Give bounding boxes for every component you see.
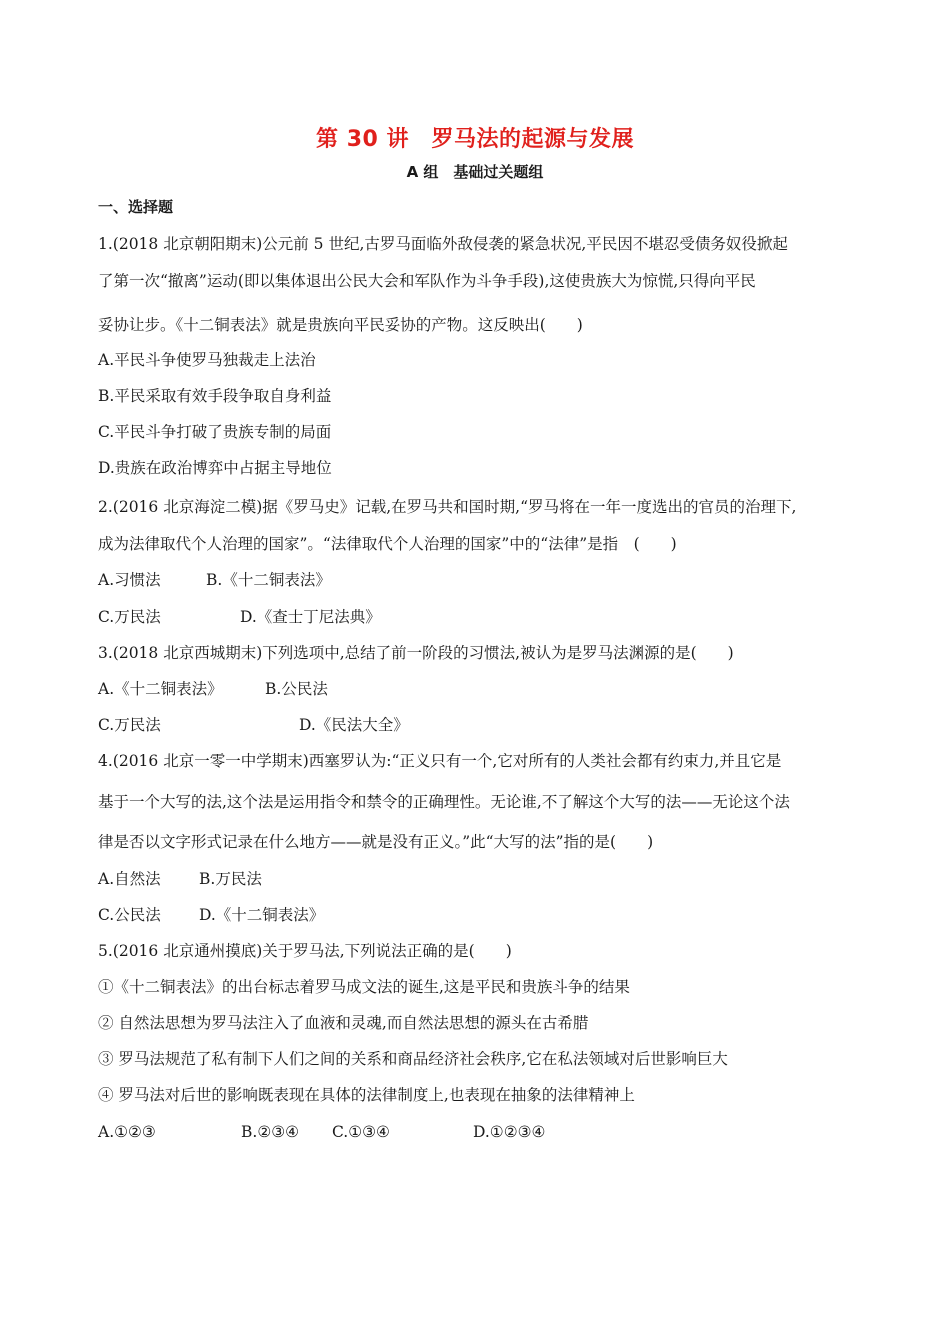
question-5-statement-4: ④ 罗马法对后世的影响既表现在具体的法律制度上,也表现在抽象的法律精神上 [98, 1086, 635, 1104]
question-3-option-d: D.《民法大全》 [299, 716, 409, 734]
question-5-line-1: 5.(2016 北京通州摸底)关于罗马法,下列说法正确的是( ) [98, 942, 512, 960]
question-1-line-3: 妥协让步。《十二铜表法》就是贵族向平民妥协的产物。这反映出( ) [98, 316, 583, 334]
question-2-option-d: D.《查士丁尼法典》 [240, 608, 381, 626]
question-5-option-b: B.②③④ [241, 1123, 300, 1141]
question-4-line-1: 4.(2016 北京一零一中学期末)西塞罗认为:“正义只有一个,它对所有的人类社会都有约束力,并且它是 [98, 752, 782, 770]
question-5-option-c: C.①③④ [332, 1123, 390, 1141]
question-4-line-3: 律是否以文字形式记录在什么地方——就是没有正义。”此“大写的法”指的是( ) [98, 833, 654, 851]
question-5-statement-3: ③ 罗马法规范了私有制下人们之间的关系和商品经济社会秩序,它在私法领域对后世影响巨大 [98, 1050, 728, 1068]
question-3-line-1: 3.(2018 北京西城期末)下列选项中,总结了前一阶段的习惯法,被认为是罗马法渊源的是( ) [98, 644, 734, 662]
question-1-option-a: A.平民斗争使罗马独裁走上法治 [98, 351, 316, 369]
section-heading: 一、选择题 [98, 198, 174, 216]
question-4-line-2: 基于一个大写的法,这个法是运用指令和禁令的正确理性。无论谁,不了解这个大写的法——无论这个法 [98, 793, 790, 811]
question-4-option-a: A.自然法 [98, 870, 161, 888]
question-3-option-c: C.万民法 [98, 716, 161, 734]
question-2-option-a: A.习惯法 [98, 571, 161, 589]
question-5-statement-2: ② 自然法思想为罗马法注入了血液和灵魂,而自然法思想的源头在古希腊 [98, 1014, 589, 1032]
question-1-option-b: B.平民采取有效手段争取自身利益 [98, 387, 332, 405]
question-2-option-c: C.万民法 [98, 608, 161, 626]
question-5-option-a: A.①②③ [98, 1123, 156, 1141]
page-title: 第 30 讲 罗马法的起源与发展 [316, 127, 634, 152]
question-5-statement-1: ①《十二铜表法》的出台标志着罗马成文法的诞生,这是平民和贵族斗争的结果 [98, 978, 630, 996]
question-1-option-d: D.贵族在政治博弈中占据主导地位 [98, 459, 332, 477]
question-2-line-2: 成为法律取代个人治理的国家”。“法律取代个人治理的国家”中的“法律”是指 ( ) [98, 535, 677, 553]
question-5-option-d: D.①②③④ [473, 1123, 546, 1141]
question-1-line-1: 1.(2018 北京朝阳期末)公元前 5 世纪,古罗马面临外敌侵袭的紧急状况,平民因不堪忍受债务奴役掀起 [98, 235, 788, 253]
page-subtitle: A 组 基础过关题组 [406, 163, 544, 181]
question-4-option-c: C.公民法 [98, 906, 161, 924]
question-2-option-b: B.《十二铜表法》 [206, 571, 331, 589]
question-3-option-a: A.《十二铜表法》 [98, 680, 223, 698]
question-1-option-c: C.平民斗争打破了贵族专制的局面 [98, 423, 332, 441]
question-2-line-1: 2.(2016 北京海淀二模)据《罗马史》记载,在罗马共和国时期,“罗马将在一年一度选出的官员的治理下, [98, 498, 797, 516]
question-1-line-2: 了第一次“撤离”运动(即以集体退出公民大会和军队作为斗争手段),这使贵族大为惊慌,只得向平民 [98, 272, 756, 290]
question-4-option-d: D.《十二铜表法》 [199, 906, 325, 924]
question-3-option-b: B.公民法 [265, 680, 328, 698]
question-4-option-b: B.万民法 [199, 870, 262, 888]
